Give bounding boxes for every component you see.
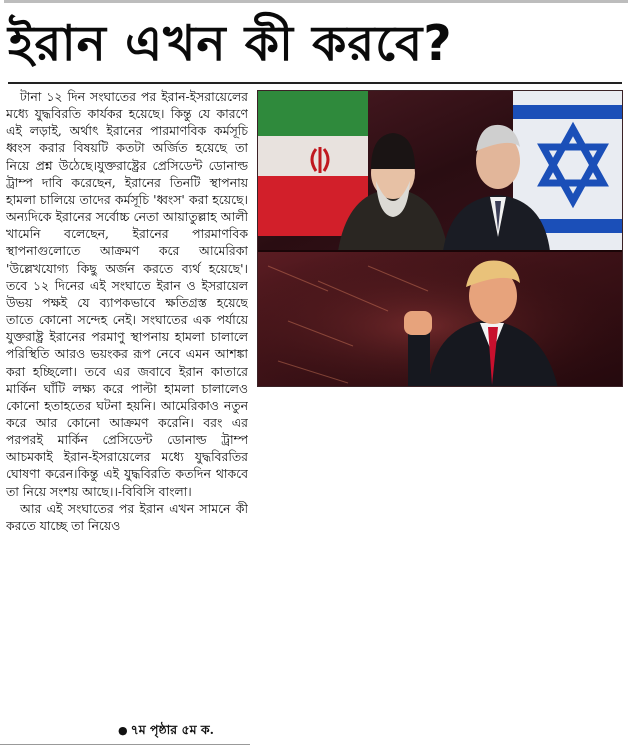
headline-rule (8, 82, 622, 84)
bullet-icon: ● (118, 724, 128, 737)
news-photo (257, 90, 623, 387)
continued-note (118, 722, 248, 740)
photo-composite (258, 91, 623, 387)
article-paragraph: টানা ১২ দিন সংঘাতের পর ইরান-ইসরায়েলের মধ্যে যুদ্ধবিরতি কার্যকর হয়েছে। কিন্তু যে কারণে এই লড়াই, অর্থাৎ ইরানের পারমাণবিক কর্মসূচি ধ্বংস করার বিষয়টি কতটা অর্জিত হয়েছে তা নিয়ে প্রশ্ন উঠেছে।যুক্তরাষ্ট্রের প্রেসিডেন্ট ডোনাল্ড ট্রাম্প দাবি করেছেন, ইরানের তিনটি স্থাপনায় হামলা চালিয়ে তাদের কর্মসূচি 'ধ্বংস' করা হয়েছে। অন্যদিকে ইরানের সর্বোচ্চ নেতা আয়াতুল্লাহ আলী খামেনি বলেছেন, ইরানের পারমাণবিক স্থাপনাগুলোতে আক্রমণ করে আমেরিকা 'উল্লেখযোগ্য কিছু অর্জন করতে ব্যর্থ হয়েছে'। তবে ১২ দিনের এই সংঘাতে ইরান ও ইসরায়েল উভয় পক্ষই যে ব্যাপকভাবে ক্ষতিগ্রস্ত হয়েছে তাতে কোনো সন্দেহ নেই। সংঘাতের এক পর্যায়ে যুক্তরাষ্ট্র ইরানের পরমাণু স্থাপনায় হামলা চালালে পরিস্থিতি আরও ভয়ংকর রূপ নেবে এমন আশঙ্কা করা হচ্ছিলো। তবে এর জবাবে ইরান কাতারে মার্কিন ঘাঁটি লক্ষ্য করে পাল্টা হামলা চালালেও কোনো হতাহতের ঘটনা হয়নি। আমেরিকাও নতুন করে আর কোনো আক্রমণ করেনি। বরং এর পরপরই মার্কিন প্রেসিডেন্ট ডোনাল্ড ট্রাম্প আচমকাই ইরান-ইসরায়েলের মধ্যে যুদ্ধবিরতির ঘোষণা করেন।কিন্তু এই যুদ্ধবিরতি কতদিন থাকবে তা নিয়ে সংশয় আছে।।-বিবিসি বাংলা। (6, 89, 248, 499)
article-paragraph: আর এই সংঘাতের পর ইরান এখন সামনে কী করতে যাচ্ছে তা নিয়েও (6, 500, 248, 533)
continued-text: ৭ম পৃষ্ঠার ৫ম ক. (130, 722, 215, 737)
article-body (6, 88, 248, 738)
bottom-rule (0, 744, 250, 745)
top-border (4, 0, 628, 3)
headline: ইরান এখন কী করবে? (8, 15, 453, 72)
